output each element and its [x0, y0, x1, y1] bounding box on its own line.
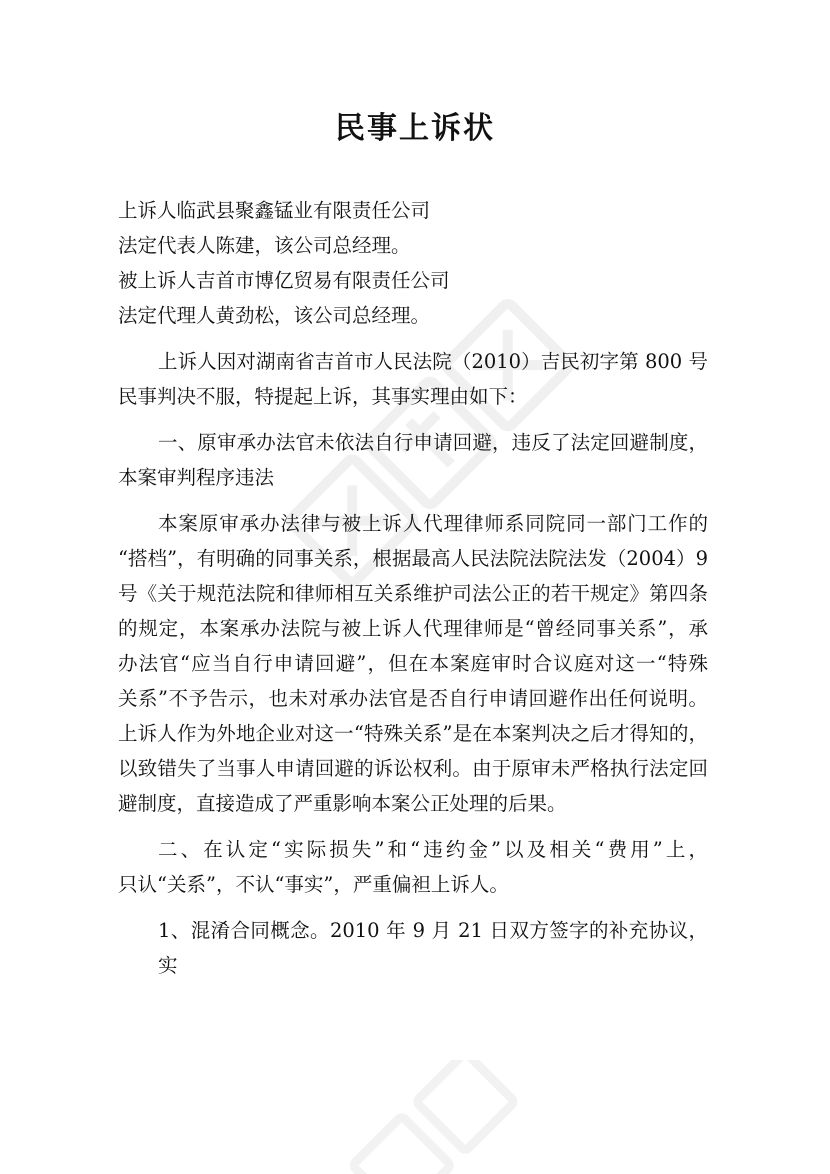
paragraph-intro	[118, 344, 708, 414]
paragraph-line: 二、在认定“实际损失”和“违约金”以及相关“费用”上，	[158, 838, 708, 861]
paragraph-line: 关系”不予告示，也未对承办法官是否自行申请回避作出任何说明。	[118, 687, 708, 710]
paragraph-point-one-detail	[118, 506, 708, 821]
document-body	[118, 193, 708, 977]
paragraph-line: 上诉人作为外地企业对这一“特殊关系”是在本案判决之后才得知的，	[118, 722, 708, 745]
appellant-line: 上诉人临武县聚鑫锰业有限责任公司	[118, 199, 431, 222]
paragraph-line: 只认“关系”，不认“事实”，严重偏袒上诉人。	[118, 873, 509, 896]
paragraph-line: 本案审判程序违法	[118, 466, 275, 489]
paragraph-line: “搭档”，有明确的同事关系，根据最高人民法院法院法发（2004）9	[118, 547, 708, 570]
paragraph-line: 民事判决不服，特提起上诉，其事实理由如下：	[118, 385, 528, 408]
paragraph-point-two-item-one	[118, 913, 708, 977]
paragraph-line: 1、混淆合同概念。2010 年 9 月 21 日双方签字的补充协议，实	[158, 919, 708, 977]
paragraph-line: 办法官“应当自行申请回避”，但在本案庭审时合议庭对这一“特殊	[118, 652, 708, 675]
appellee-representative-line: 法定代理人黄劲松，该公司总经理。	[118, 304, 431, 327]
paragraph-line: 本案原审承办法律与被上诉人代理律师系同院同一部门工作的	[158, 512, 708, 535]
paragraph-line: 的规定，本案承办法院与被上诉人代理律师是“曾经同事关系”，承	[118, 617, 708, 640]
watermark-stamp-bottom	[330, 1060, 530, 1174]
watermark-text: 觅知网	[428, 465, 432, 466]
paragraph-line: 一、原审承办法官未依法自行申请回避，违反了法定回避制度，	[158, 431, 708, 454]
document-title: 民事上诉状	[335, 111, 495, 146]
paragraph-line: 避制度，直接造成了严重影响本案公正处理的后果。	[118, 792, 567, 815]
paragraph-line: 号《关于规范法院和律师相互关系维护司法公正的若干规定》第四条	[118, 582, 708, 605]
paragraph-point-two	[118, 832, 708, 902]
appellee-line: 被上诉人吉首市博亿贸易有限责任公司	[118, 269, 450, 292]
appellant-representative-line: 法定代表人陈建，该公司总经理。	[118, 234, 411, 257]
paragraph-point-one	[118, 425, 708, 495]
paragraph-line: 上诉人因对湖南省吉首市人民法院（2010）吉民初字第 800 号	[158, 350, 708, 373]
paragraph-line: 以致错失了当事人申请回避的诉讼权利。由于原审未严格执行法定回	[118, 757, 708, 780]
